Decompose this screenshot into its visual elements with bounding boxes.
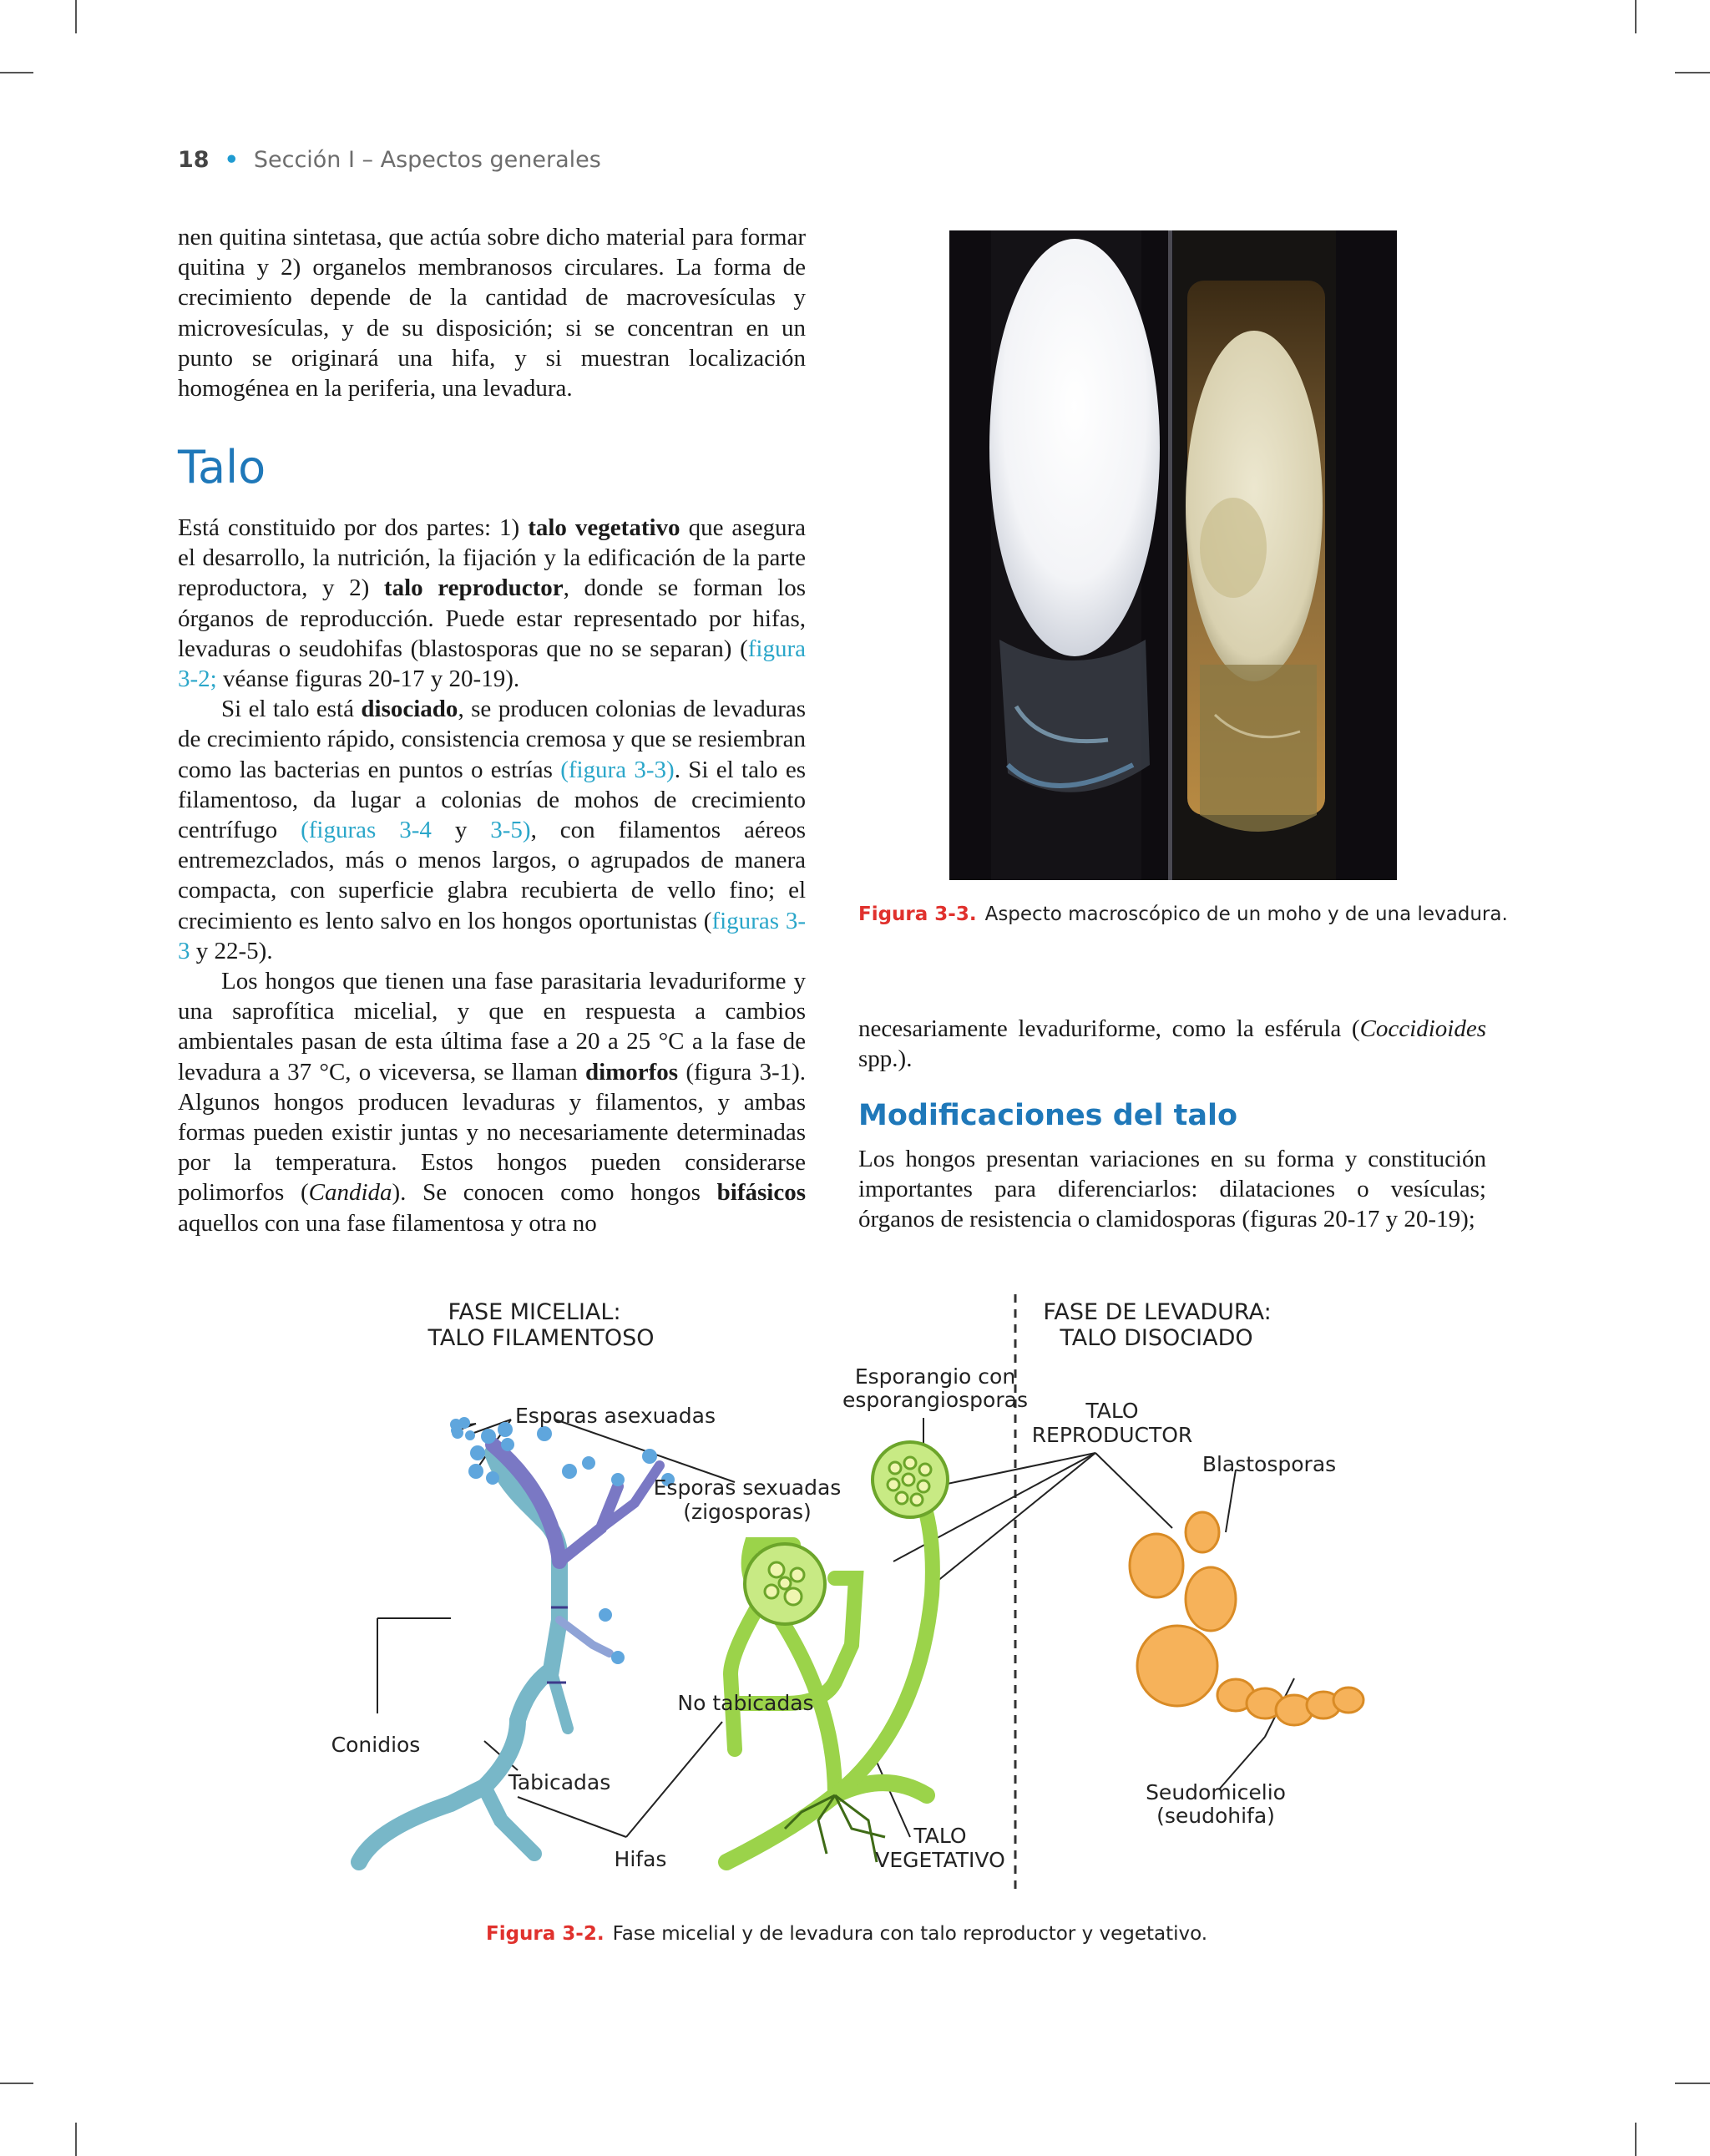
label-hifas: Hifas xyxy=(614,1847,667,1871)
left-intro-paragraph: nen quitina sintetasa, que actúa sobre dicho material para formar quitina y 2) organelos membranosos circulares. La forma de crecimiento depende de la cantidad de macrovesículas y microvesículas, y de su disposición; si se concentran en un punto se originará una hifa, y si muestran localización homogénea en la periferia, una levadura. xyxy=(178,224,806,402)
figure-3-2-caption: Figura 3-2. Fase micelial y de levadura con talo reproductor y vegetativo. xyxy=(486,1923,1208,1945)
label-esporas-sexuadas: Esporas sexuadas xyxy=(653,1475,842,1500)
label-tabicadas: Tabicadas xyxy=(508,1770,611,1794)
label-esporangio: Esporangio con xyxy=(854,1364,1016,1389)
figure-3-2-diagram xyxy=(250,1286,1460,1912)
paragraph-talo-definition: Está constituido por dos partes: 1) talo vegetativo que asegura el desarrollo, la nutrición, la fijación y la edificación de la parte reproductora, y 2) talo reproductor, donde se forman los órganos de reproducción. Puede estar representado por hifas, levaduras o seudohifas (blastosporas que no se separan) (figura 3-2; véanse figuras 20-17 y 20-19). xyxy=(178,514,806,693)
label-talo-disociado: TALO DISOCIADO xyxy=(1060,1325,1253,1351)
label-talo-vegetativo-1: TALO xyxy=(913,1824,967,1848)
running-header xyxy=(178,147,601,173)
link-figure-3-5[interactable]: 3-5) xyxy=(490,817,531,844)
crop-mark xyxy=(1675,72,1710,73)
paragraph-dimorfos: Los hongos que tienen una fase parasitaria levaduriforme y una saprofítica micelial, y que en respuesta a cambios ambientales pasan de esta última fase a 20 a 25 °C a la fase de levadura a 37 °C, o viceversa, se llaman dimorfos (figura 3-1). Algunos hongos producen levaduras y filamentos, y ambas formas pueden existir juntas y no necesariamente determinadas por la temperatura. Estos hongos pueden considerarse polimorfos (Candida). Se conocen como hongos bifásicos aquellos con una fase filamentosa y otra no xyxy=(178,968,807,1237)
crop-mark xyxy=(1635,0,1637,33)
yeast-cells-illustration xyxy=(1130,1512,1363,1725)
septate-hypha-illustration xyxy=(359,1417,675,1862)
label-talo-reproductor-2: REPRODUCTOR xyxy=(1031,1423,1193,1447)
section-title: Sección I – Aspectos generales xyxy=(253,147,601,173)
bullet-separator: • xyxy=(224,147,239,173)
label-talo-vegetativo-2: VEGETATIVO xyxy=(875,1848,1005,1872)
label-fase-micelial: FASE MICELIAL: xyxy=(448,1299,621,1325)
culture-tubes-image xyxy=(949,230,1397,880)
label-talo-filamentoso: TALO FILAMENTOSO xyxy=(428,1325,655,1351)
crop-mark xyxy=(75,2123,77,2156)
crop-mark xyxy=(0,72,33,73)
link-figure-3-4[interactable]: (figuras 3-4 xyxy=(301,817,432,844)
crop-mark xyxy=(75,0,77,33)
label-esporangiosporas: esporangiosporas xyxy=(842,1388,1028,1412)
label-conidios: Conidios xyxy=(331,1733,421,1757)
link-figures-3-3[interactable]: figuras 3-3 xyxy=(178,907,806,964)
right-paragraph-2: Los hongos presentan variaciones en su forma y constitución importantes para diferenciarlos: dilataciones o vesículas; órganos de resistencia o clamidosporas (figuras 20-17 y 20-19); xyxy=(858,1146,1486,1233)
link-figure-3-2[interactable]: figura 3-2; xyxy=(178,635,806,693)
crop-mark xyxy=(1675,2083,1710,2084)
label-no-tabicadas: No tabicadas xyxy=(677,1691,814,1715)
crop-mark xyxy=(0,2083,33,2084)
label-fase-levadura: FASE DE LEVADURA: xyxy=(1043,1299,1272,1325)
left-body-text xyxy=(178,513,806,1238)
label-seudomicelio: Seudomicelio xyxy=(1146,1780,1286,1804)
subheading-modificaciones: Modificaciones del talo xyxy=(858,1099,1238,1132)
page-number: 18 xyxy=(178,147,210,173)
link-figure-3-3[interactable]: (figura 3-3) xyxy=(560,756,675,783)
right-paragraph-1: necesariamente levaduriforme, como la esférula (Coccidioides spp.). xyxy=(858,1015,1486,1073)
label-blastosporas: Blastosporas xyxy=(1202,1452,1337,1476)
figure-3-3-caption: Figura 3-3. Aspecto macroscópico de un moho y de una levadura. xyxy=(858,903,1508,925)
label-zigosporas: (zigosporas) xyxy=(683,1500,812,1524)
crop-mark xyxy=(1635,2123,1637,2156)
label-seudohifa: (seudohifa) xyxy=(1156,1804,1275,1828)
label-talo-reproductor-1: TALO xyxy=(1085,1399,1139,1423)
section-heading: Talo xyxy=(178,441,266,493)
figure-3-3-photo xyxy=(949,230,1397,880)
paragraph-talo-disociado: Si el talo está disociado, se producen colonias de levaduras de crecimiento rápido, consistencia cremosa y que se resiembran como las bacterias en puntos o estrías (figura 3-3). Si el talo es filamentoso, da lugar a colonias de mohos de crecimiento centrífugo (figuras 3-4 y 3-5), con filamentos aéreos entremezclados, más o menos largos, o agrupados de manera compacta, con superficie glabra recubierta de vello fino; el crecimiento es lento salvo en los hongos oportunistas (figuras 3-3 y 22-5). xyxy=(178,696,807,964)
label-esporas-asexuadas: Esporas asexuadas xyxy=(514,1404,716,1428)
